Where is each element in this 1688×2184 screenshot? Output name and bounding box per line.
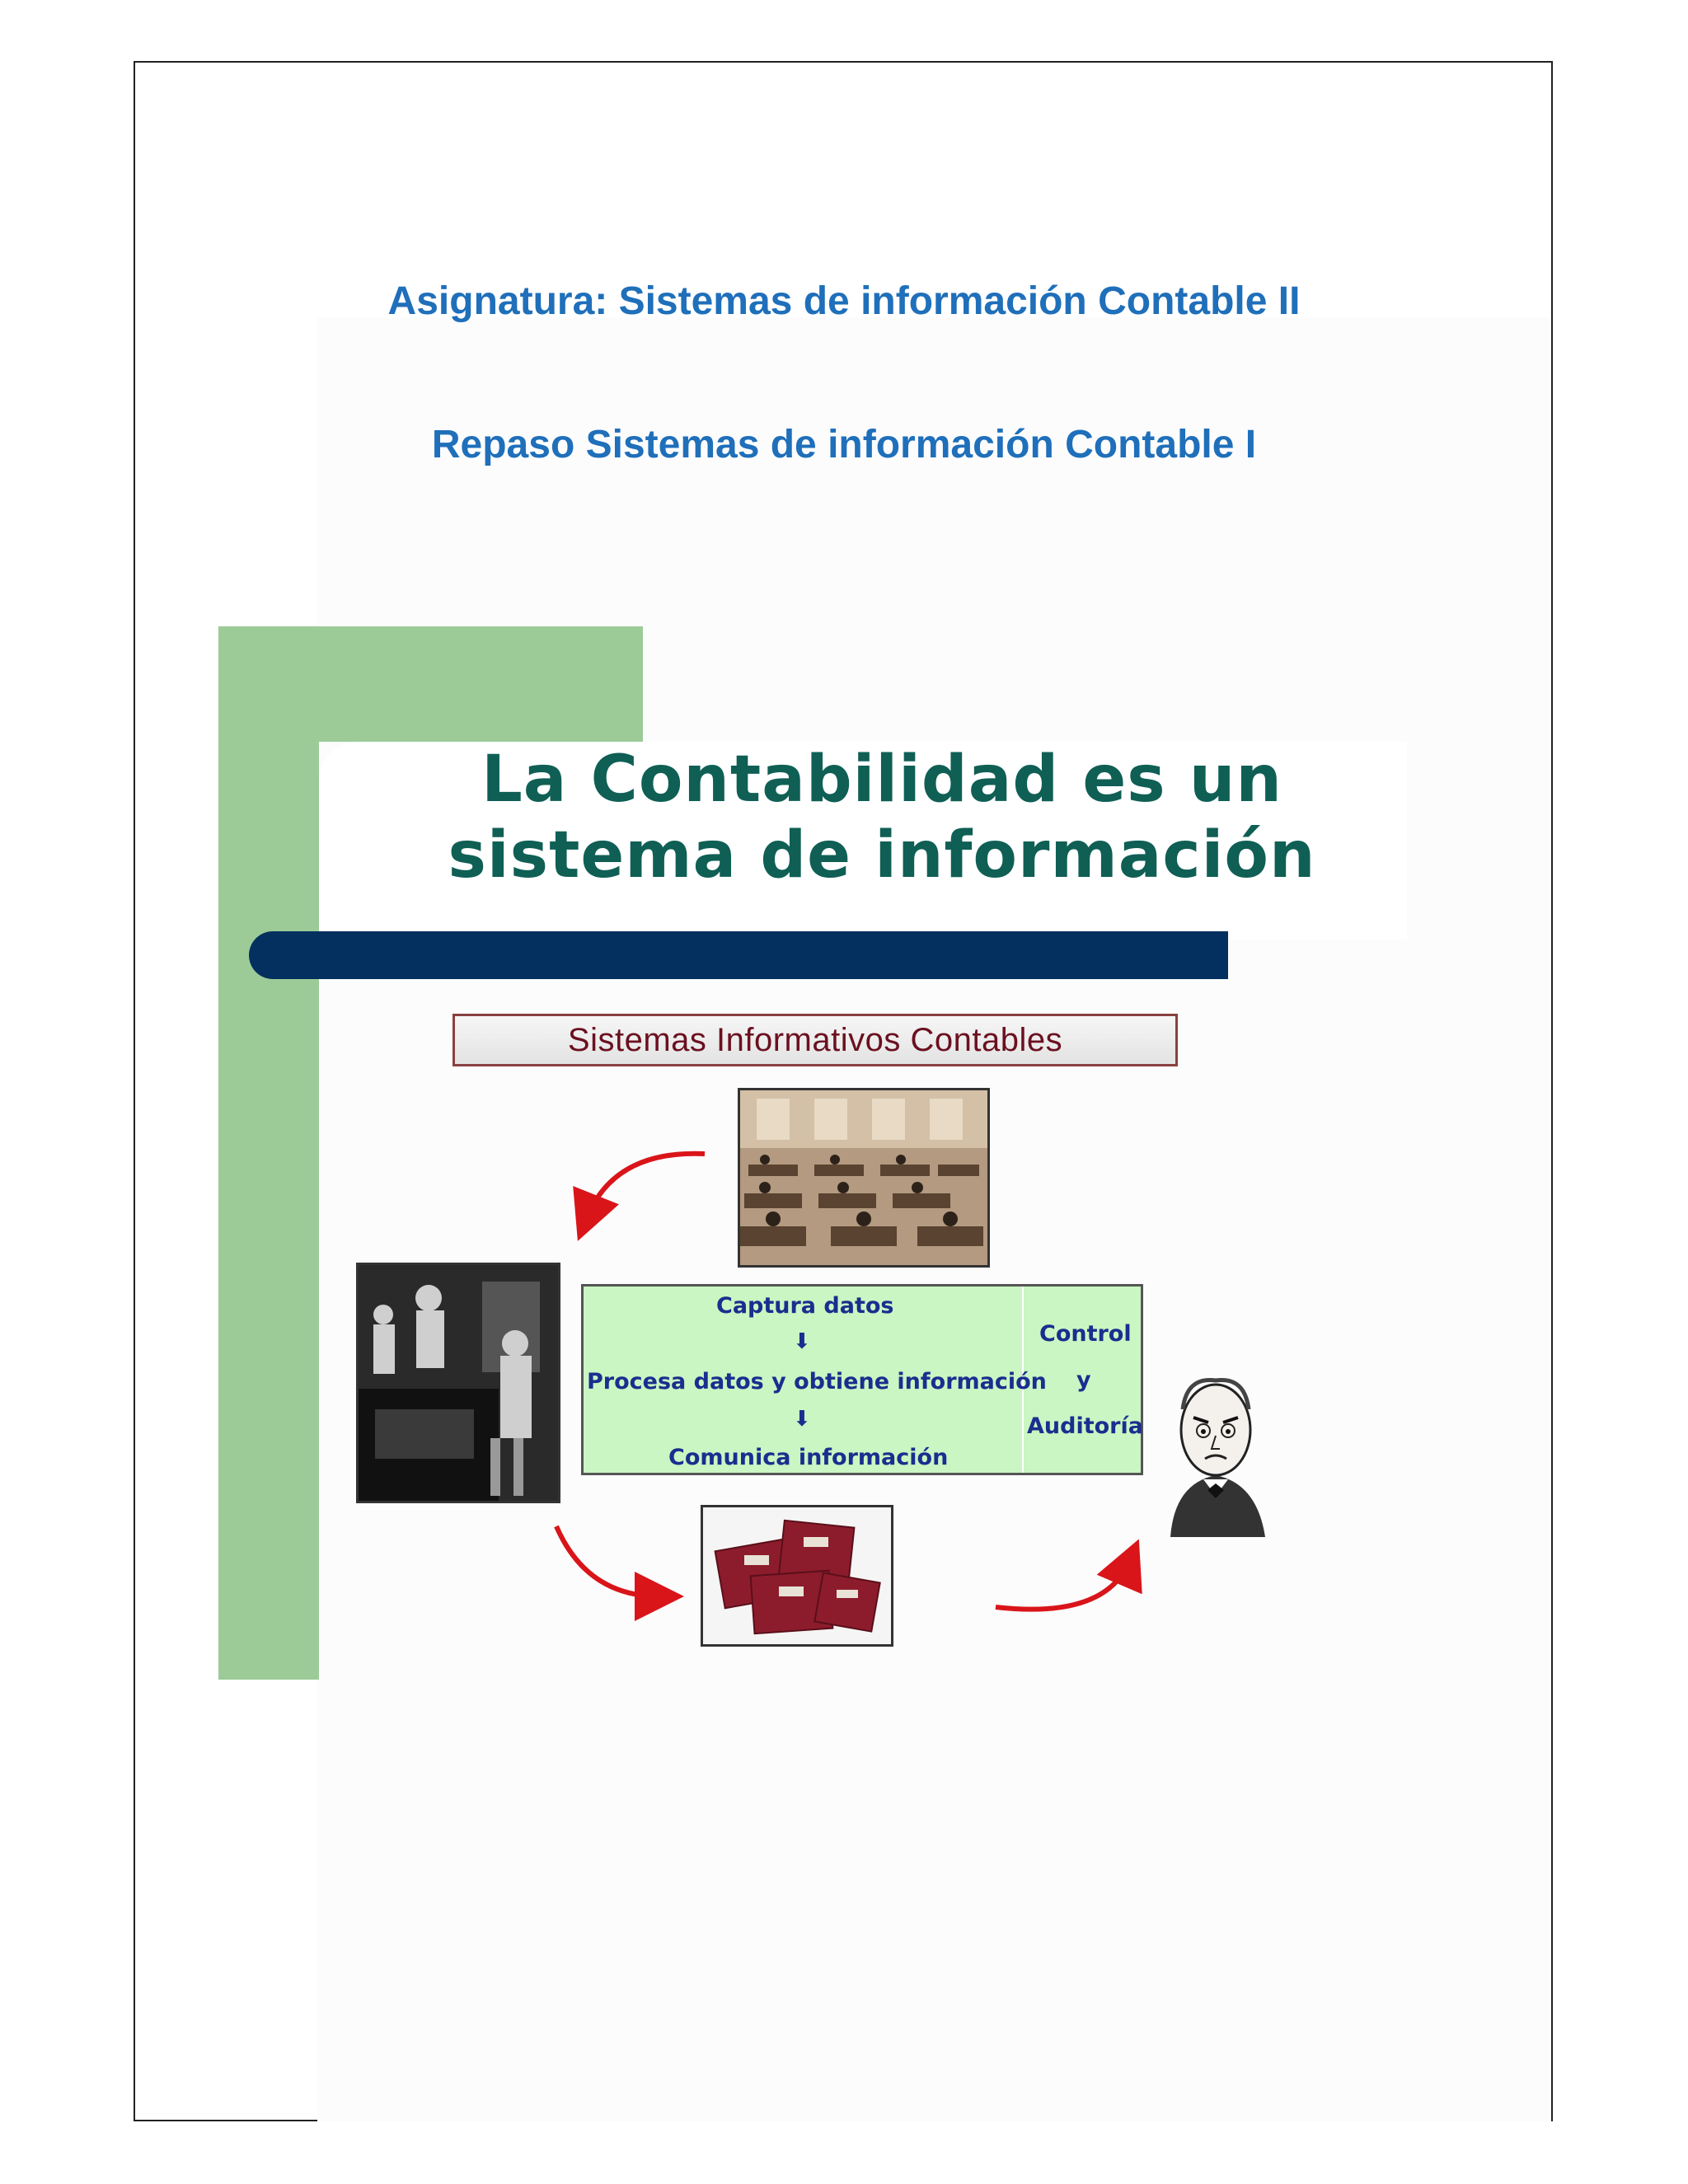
red-arrow-top xyxy=(587,1154,705,1218)
flow-step-capture: Captura datos xyxy=(716,1293,894,1319)
red-arrow-bottom-left xyxy=(556,1526,659,1596)
down-arrow-icon: ⬇ xyxy=(793,1407,811,1432)
flow-step-process: Procesa datos y obtiene información xyxy=(587,1369,1047,1394)
red-arrow-bottom-right xyxy=(996,1562,1129,1610)
slide-title: La Contabilidad es un sistema de información xyxy=(448,743,1316,893)
flow-side-y: y xyxy=(1076,1367,1091,1393)
course-heading: Asignatura: Sistemas de información Contable II xyxy=(387,279,1301,323)
diagram-banner: Sistemas Informativos Contables xyxy=(452,1014,1178,1066)
down-arrow-icon: ⬇ xyxy=(793,1329,811,1354)
flow-step-communicate: Comunica información xyxy=(668,1445,949,1470)
flow-side-control: Control xyxy=(1039,1321,1132,1347)
flow-side-audit: Auditoría xyxy=(1027,1413,1143,1439)
review-heading: Repaso Sistemas de información Contable I xyxy=(431,423,1257,466)
